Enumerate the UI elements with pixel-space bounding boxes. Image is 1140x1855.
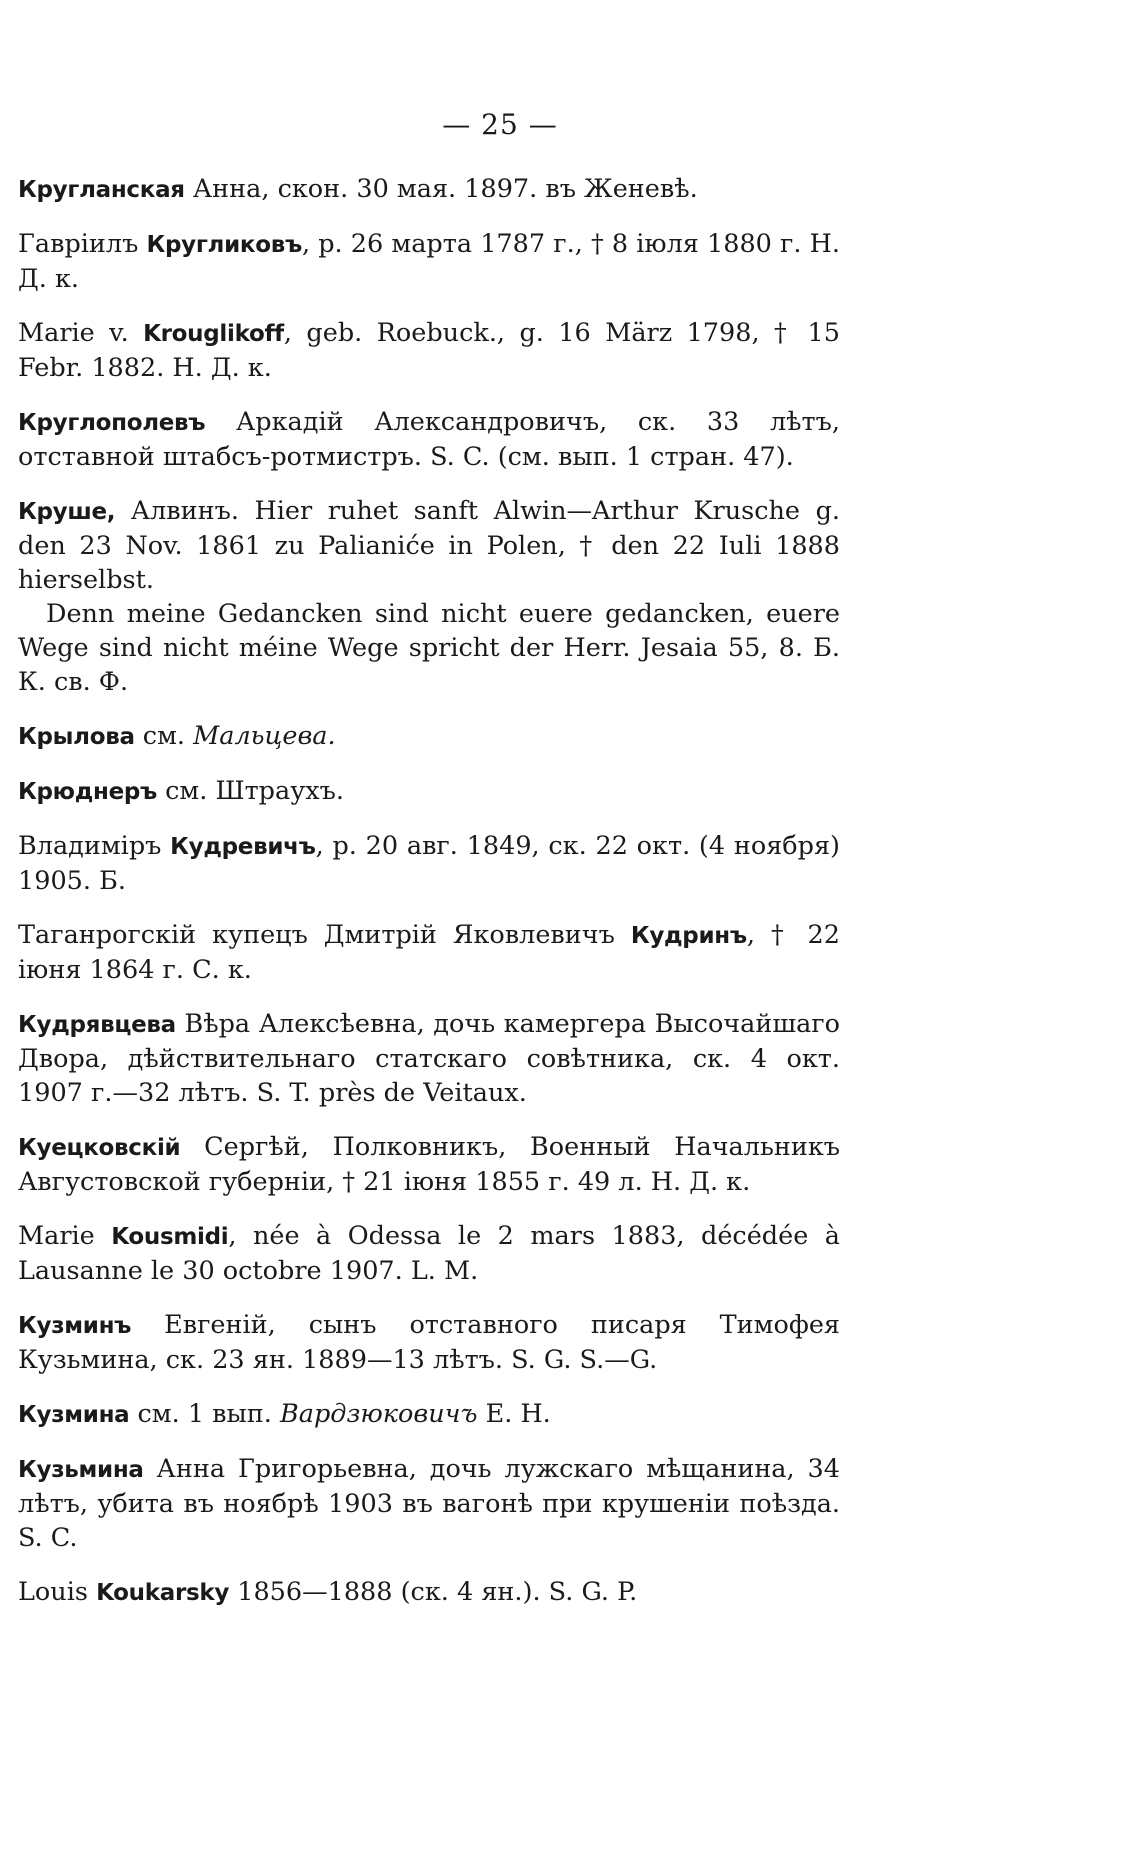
entry-pre: Владимiръ xyxy=(18,831,171,861)
entry-krushe-epitaph xyxy=(18,597,840,699)
entry-text: Аркадiй Александровичъ, ск. 33 лѣтъ, отставной штабсъ-ротмистръ. S. C. (см. вып. 1 стран. 47). xyxy=(18,407,840,472)
entry-name: Koukarsky xyxy=(96,1580,230,1606)
entry-text: , † 22 iюня 1864 г. С. к. xyxy=(18,920,841,985)
entry-text: см. 1 вып. xyxy=(129,1399,281,1429)
entry-name: Кругликовъ xyxy=(146,232,302,258)
entry-name: Кудринъ xyxy=(630,923,747,949)
entry-text: Анна Григорьевна, дочь лужскаго мѣщанина, 34 лѣтъ, убита въ ноябрѣ 1903 въ вагонѣ при крушенiи поѣзда. S. C. xyxy=(18,1454,840,1553)
entry-kousmidi xyxy=(18,1219,840,1288)
entry-name: Куецковскiй xyxy=(18,1135,181,1161)
entry-kudrevich xyxy=(18,829,840,898)
entry-name: Kousmidi xyxy=(111,1224,229,1250)
entry-krouglikoff xyxy=(18,316,840,385)
entry-text: Denn meine Gedancken sind nicht euere gedancken, euere Wege sind nicht méine Wege spricht der Herr. Jesaia 55, 8. Б. К. св. Ф. xyxy=(18,599,840,697)
entry-text: Евгенiй, сынъ отставного писаря Тимофея Кузьмина, ск. 23 ян. 1889—13 лѣтъ. S. G. S.—G. xyxy=(18,1310,840,1375)
entry-name: Крылова xyxy=(18,724,135,750)
entry-krushe xyxy=(18,494,840,597)
entry-kudryavtseva xyxy=(18,1007,840,1110)
entry-krylova xyxy=(18,719,840,754)
entry-name: Кузминъ xyxy=(18,1313,132,1339)
entry-pre: Louis xyxy=(18,1577,97,1607)
entry-kuzmina-ref xyxy=(18,1397,840,1432)
entry-pre: Marie v. xyxy=(18,318,144,348)
entry-text: Вѣра Алексѣевна, дочь камергера Высочайшаго Двора, дѣйствительнаго статскаго совѣтника, ск. 4 окт. 1907 г.—32 лѣтъ. S. T. près de Veitaux. xyxy=(18,1009,840,1108)
entry-kuetskovsky xyxy=(18,1130,840,1199)
entry-name: Крюднеръ xyxy=(18,779,158,805)
entry-pre: Marie xyxy=(18,1221,112,1251)
entry-kruglikov xyxy=(18,227,840,296)
entry-text: см. Штраухъ. xyxy=(157,776,344,806)
entry-kruglanskaya xyxy=(18,172,840,207)
entry-italic: Вардзюковичъ xyxy=(280,1399,478,1429)
entry-text: Сергѣй, Полковникъ, Военный Начальникъ Августовской губернiи, † 21 iюня 1855 г. 49 л. Н. Д. к. xyxy=(18,1132,840,1197)
entry-text: , geb. Roebuck., g. 16 März 1798, † 15 Febr. 1882. Н. Д. к. xyxy=(18,318,840,383)
entry-name: Krouglikoff xyxy=(143,321,284,347)
entry-kuzmina-anna xyxy=(18,1452,840,1555)
entry-text: , р. 26 марта 1787 г., † 8 iюля 1880 г. Н. Д. к. xyxy=(18,229,840,294)
entry-text: , р. 20 авг. 1849, ск. 22 окт. (4 ноября) 1905. Б. xyxy=(18,831,841,896)
entries-list xyxy=(18,172,840,1630)
entry-text: 1856—1888 (ск. 4 ян.). S. G. P. xyxy=(229,1577,638,1607)
entry-name: Кудрявцева xyxy=(18,1012,176,1038)
entry-kruglopolev xyxy=(18,405,840,474)
entry-text: , née à Odessa le 2 mars 1883, décédée à Lausanne le 30 octobre 1907. L. M. xyxy=(18,1221,841,1286)
entry-name: Круглополевъ xyxy=(18,410,206,436)
entry-name: Кудревичъ xyxy=(170,834,316,860)
entry-text: см. xyxy=(134,721,194,751)
entry-name: Кузмина xyxy=(18,1402,130,1428)
entry-kryudner xyxy=(18,774,840,809)
entry-koukarsky xyxy=(18,1575,840,1610)
entry-pre: Таганрогскiй купецъ Дмитрiй Яковлевичъ xyxy=(18,920,631,950)
entry-kudrin xyxy=(18,918,840,987)
entry-kuzmin xyxy=(18,1308,840,1377)
entry-name: Кузьмина xyxy=(18,1457,144,1483)
entry-post: Е. Н. xyxy=(477,1399,551,1429)
entry-italic: Мальцева. xyxy=(193,721,336,751)
entry-name: Кругланская xyxy=(18,177,185,203)
entry-text: Анна, скон. 30 мая. 1897. въ Женевѣ. xyxy=(184,174,698,204)
entry-name: Круше, xyxy=(18,499,116,525)
page-number: — 25 — xyxy=(442,108,558,141)
entry-pre: Гаврiилъ xyxy=(18,229,147,259)
entry-text: Алвинъ. Hier ruhet sanft Alwin—Arthur Krusche g. den 23 Nov. 1861 zu Palianiće in Polen, † den 22 Iuli 1888 hierselbst. xyxy=(18,496,840,595)
